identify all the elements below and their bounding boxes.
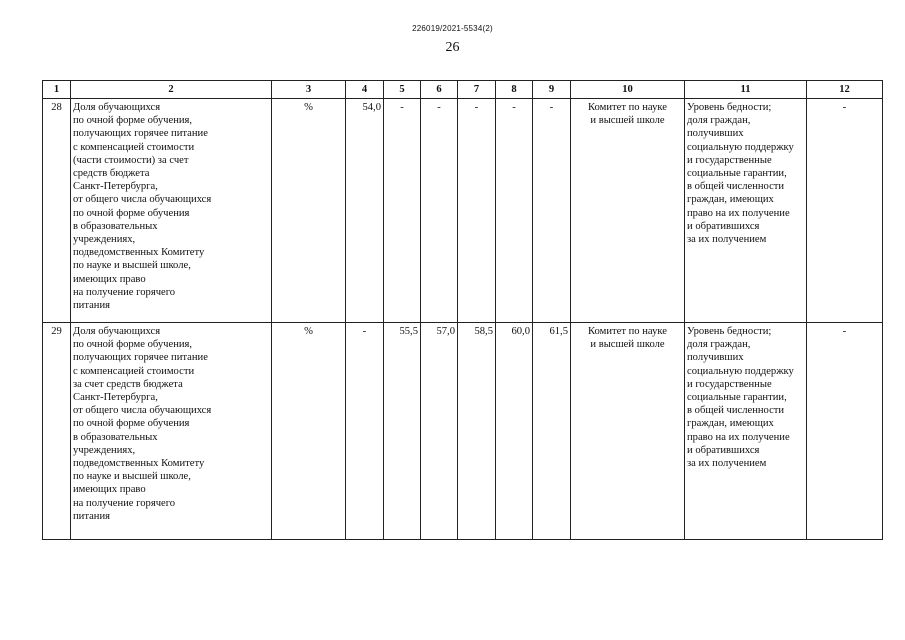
value-cell-col5: 55,5 <box>384 323 421 540</box>
column-header: 8 <box>496 81 533 99</box>
column-header: 4 <box>346 81 384 99</box>
column-header: 2 <box>71 81 272 99</box>
document-number: 226019/2021-5534(2) <box>412 24 493 33</box>
table-row <box>43 323 883 540</box>
value-cell-col7: - <box>458 99 496 323</box>
table-row <box>43 99 883 323</box>
indicators-table <box>42 80 883 540</box>
value-cell-col6: - <box>421 99 458 323</box>
indicator-name-cell: Доля обучающихся по очной форме обучения, получающих горячее питание с компенсацией стоимости (части стоимости) за счет средств бюджета Санкт-Петербурга, от общего числа обучающихся по очной форме обучения в образовательных учреждениях, подведомственных Комитету по науке и высшей школе, имеющих право на получение горячего питания <box>71 99 272 323</box>
value-cell-col8: 60,0 <box>496 323 533 540</box>
column-header: 6 <box>421 81 458 99</box>
column-header: 1 <box>43 81 71 99</box>
value-cell-col7: 58,5 <box>458 323 496 540</box>
column-header: 9 <box>533 81 571 99</box>
row-number-cell: 29 <box>43 323 71 540</box>
responsible-cell: Комитет по науке и высшей школе <box>571 99 685 323</box>
value-cell-col12: - <box>807 323 883 540</box>
column-header: 7 <box>458 81 496 99</box>
related-indicators-cell: Уровень бедности; доля граждан, получивших социальную поддержку и государственные социальные гарантии, в общей численности граждан, имеющих право на их получение и обратившихся за их получением <box>685 323 807 540</box>
value-cell-col4: - <box>346 323 384 540</box>
page-number: 26 <box>445 40 460 55</box>
value-cell-col4: 54,0 <box>346 99 384 323</box>
unit-cell: % <box>272 99 346 323</box>
column-header: 12 <box>807 81 883 99</box>
value-cell-col5: - <box>384 99 421 323</box>
indicator-name-cell: Доля обучающихся по очной форме обучения, получающих горячее питание с компенсацией стоимости за счет средств бюджета Санкт-Петербурга, от общего числа обучающихся по очной форме обучения в образовательных учреждениях, подведомственных Комитету по науке и высшей школе, имеющих право на получение горячего питания <box>71 323 272 540</box>
column-header: 11 <box>685 81 807 99</box>
row-number-cell: 28 <box>43 99 71 323</box>
column-header: 5 <box>384 81 421 99</box>
column-header: 3 <box>272 81 346 99</box>
responsible-cell: Комитет по науке и высшей школе <box>571 323 685 540</box>
unit-cell: % <box>272 323 346 540</box>
column-header-row <box>43 81 883 99</box>
value-cell-col8: - <box>496 99 533 323</box>
value-cell-col12: - <box>807 99 883 323</box>
column-header: 10 <box>571 81 685 99</box>
value-cell-col6: 57,0 <box>421 323 458 540</box>
related-indicators-cell: Уровень бедности; доля граждан, получивших социальную поддержку и государственные социальные гарантии, в общей численности граждан, имеющих право на их получение и обратившихся за их получением <box>685 99 807 323</box>
value-cell-col9: 61,5 <box>533 323 571 540</box>
value-cell-col9: - <box>533 99 571 323</box>
